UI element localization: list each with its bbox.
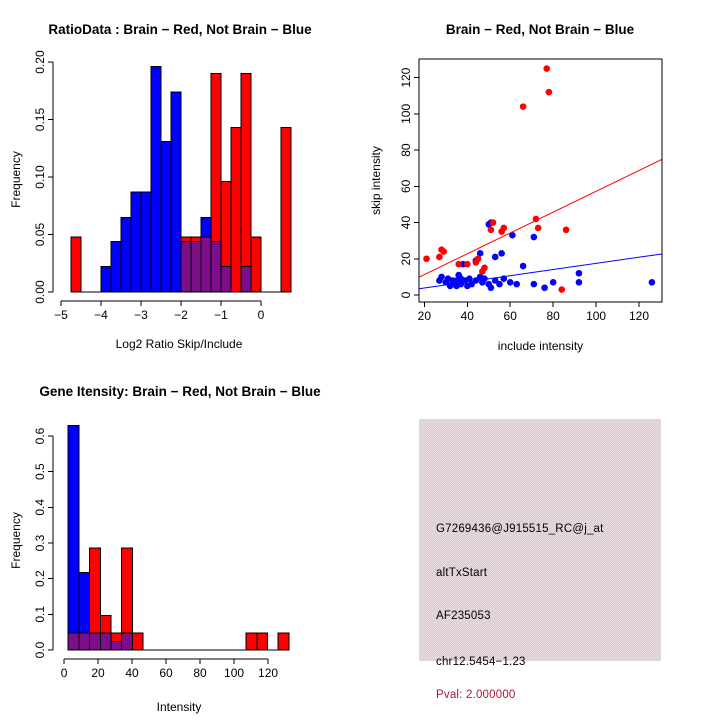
pval-text: Pval: 2.000000 [436,689,516,701]
svg-text:0.6: 0.6 [33,427,47,445]
svg-text:include intensity: include intensity [497,339,584,353]
ratio-histogram-chart [0,0,360,360]
svg-text:20: 20 [399,252,413,266]
svg-text:60: 60 [399,179,413,194]
svg-text:0: 0 [257,308,265,322]
svg-text:−4: −4 [94,308,108,322]
panel-ratio-histogram [0,0,360,360]
svg-text:100: 100 [586,309,607,323]
panel-info [360,360,720,720]
svg-text:0.1: 0.1 [33,605,47,623]
svg-text:0.5: 0.5 [33,463,47,480]
svg-text:0: 0 [399,291,413,299]
svg-text:20: 20 [417,309,432,323]
svg-text:0.15: 0.15 [33,107,47,132]
intensity-scatter-chart [360,0,720,360]
svg-text:Brain − Red, Not Brain − Blue: Brain − Red, Not Brain − Blue [445,22,635,37]
info-panel [419,419,661,701]
svg-text:0.3: 0.3 [33,534,47,552]
svg-text:120: 120 [399,67,413,88]
svg-text:Frequency: Frequency [9,151,23,208]
panel-intensity-scatter [360,0,720,360]
svg-text:0: 0 [60,666,68,680]
svg-text:60: 60 [503,309,517,323]
svg-text:Intensity: Intensity [156,700,202,714]
svg-text:40: 40 [399,215,413,230]
probe-id-text: G7269436@J915515_RC@j_at [436,523,604,535]
svg-text:Log2 Ratio Skip/Include: Log2 Ratio Skip/Include [115,337,243,351]
svg-text:−5: −5 [54,308,68,322]
svg-text:−3: −3 [134,308,148,322]
svg-text:skip intensity: skip intensity [369,146,383,215]
svg-text:120: 120 [258,666,279,680]
svg-text:0.00: 0.00 [33,280,47,304]
svg-text:Gene Itensity: Brain − Red, No: Gene Itensity: Brain − Red, Not Brain − Blue [39,384,321,399]
accession-text: AF235053 [436,610,491,622]
svg-text:80: 80 [399,143,413,157]
panel-gene-intensity-histogram [0,360,360,720]
svg-text:80: 80 [546,309,560,323]
svg-text:0.05: 0.05 [33,222,47,247]
svg-text:0.20: 0.20 [33,50,48,74]
svg-text:40: 40 [460,309,474,323]
svg-text:0.0: 0.0 [33,641,47,659]
svg-text:20: 20 [91,666,105,680]
svg-text:0.4: 0.4 [33,498,47,516]
svg-text:0.2: 0.2 [33,570,47,588]
svg-text:Frequency: Frequency [9,512,23,569]
svg-text:0.10: 0.10 [33,165,47,189]
svg-text:−1: −1 [214,308,228,322]
svg-text:60: 60 [159,666,173,680]
svg-text:100: 100 [399,103,413,124]
event-type-text: altTxStart [436,567,488,579]
svg-text:−2: −2 [174,308,188,322]
svg-text:40: 40 [125,666,139,680]
svg-text:80: 80 [193,666,207,680]
location-text: chr12.5454−1.23 [436,656,526,668]
svg-text:120: 120 [629,309,650,323]
svg-text:RatioData : Brain − Red, Not B: RatioData : Brain − Red, Not Brain − Blue [48,22,312,37]
svg-text:100: 100 [224,666,245,680]
gene-intensity-histogram-chart [0,360,360,720]
